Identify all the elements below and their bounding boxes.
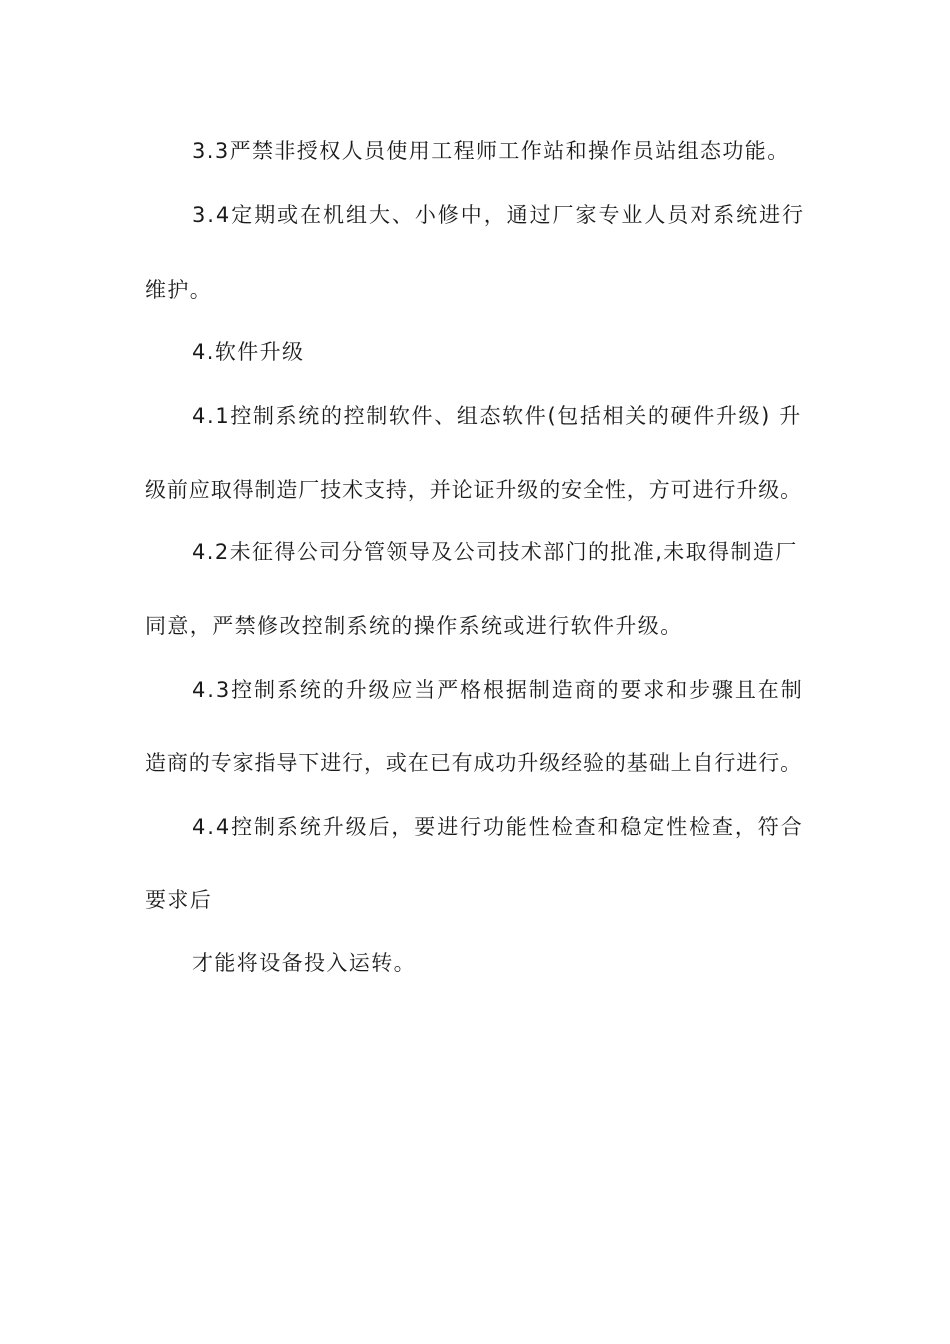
paragraph-3-3: 3.3严禁非授权人员使用工程师工作站和操作员站组态功能。 [192,139,790,163]
paragraph-4-3-line-2: 造商的专家指导下进行，或在已有成功升级经验的基础上自行进行。 [145,751,802,775]
paragraph-4-1-line-2: 级前应取得制造厂技术支持，并论证升级的安全性，方可进行升级。 [145,478,802,502]
paragraph-4-4-line-1: 4.4控制系统升级后，要进行功能性检查和稳定性检查，符合 [192,815,804,839]
section-heading-software-upgrade: 4.软件升级 [192,340,305,364]
paragraph-3-4-line-1: 3.4定期或在机组大、小修中，通过厂家专业人员对系统进行 [192,203,805,227]
paragraph-4-4-line-2: 要求后 [145,888,213,912]
paragraph-4-3-line-1: 4.3控制系统的升级应当严格根据制造商的要求和步骤且在制 [192,678,804,702]
paragraph-4-4-line-3: 才能将设备投入运转。 [192,951,416,975]
paragraph-4-1-line-1: 4.1控制系统的控制软件、组态软件(包括相关的硬件升级) 升 [192,404,802,428]
paragraph-4-2-line-2: 同意，严禁修改控制系统的操作系统或进行软件升级。 [145,614,683,638]
paragraph-3-4-line-2: 维护。 [145,278,213,302]
paragraph-4-2-line-1: 4.2未征得公司分管领导及公司技术部门的批准,未取得制造厂 [192,540,798,564]
